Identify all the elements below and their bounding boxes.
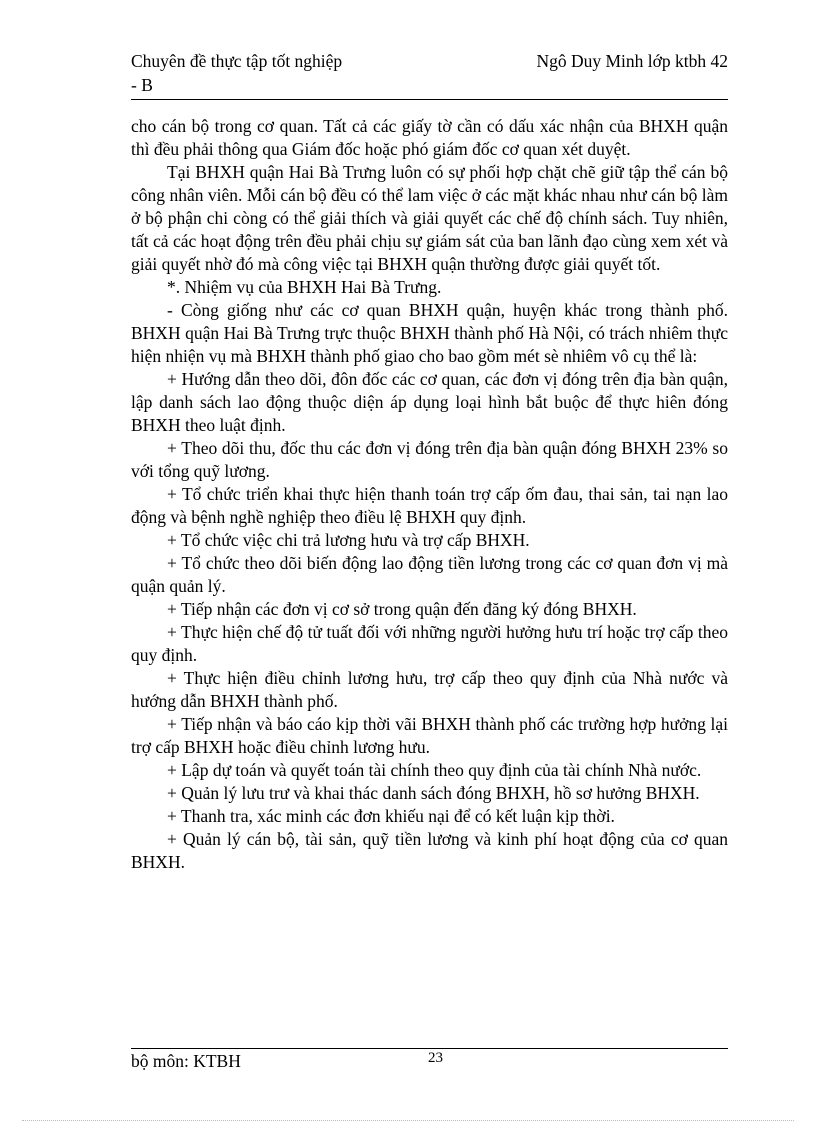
list-item: + Tổ chức triển khai thực hiện thanh toán trợ cấp ốm đau, thai sản, tai nạn lao động và bệnh nghề nghiệp theo điều lệ BHXH quy định. <box>131 484 728 527</box>
list-item: + Thực hiện điều chỉnh lương hưu, trợ cấp theo quy định của Nhà nước và hướng dẫn BHXH thành phố. <box>131 668 728 711</box>
document-body <box>131 115 728 874</box>
list-item: + Lập dự toán và quyết toán tài chính theo quy định của tài chính Nhà nước. <box>167 760 702 780</box>
list-item: + Tiếp nhận các đơn vị cơ sở trong quận đến đăng ký đóng BHXH. <box>167 599 637 619</box>
header-rule <box>131 99 728 100</box>
paragraph: - Còng giống như các cơ quan BHXH quận, huyện khác trong thành phố. BHXH quận Hai Bà Trưng trực thuộc BHXH thành phố Hà Nội, có trách nhiêm thực hiện nhiện vụ mà BHXH thành phố giao cho bao gồm mét sè nhiêm vô cụ thể là: <box>131 300 728 366</box>
footer-rule <box>131 1048 728 1049</box>
list-item: + Theo dõi thu, đốc thu các đơn vị đóng trên địa bàn quận đóng BHXH 23% so với tổng quỹ lương. <box>131 438 728 481</box>
list-item: + Quản lý cán bộ, tài sản, quỹ tiền lương và kinh phí hoạt động của cơ quan BHXH. <box>131 829 728 872</box>
footer-department: bộ môn: KTBH <box>131 1051 241 1071</box>
list-item: + Tổ chức theo dõi biến động lao động tiền lương trong các cơ quan đơn vị mà quận quản lý. <box>131 553 728 596</box>
list-item: + Thực hiện chế độ tử tuất đối với những người hưởng hưu trí hoặc trợ cấp theo quy định. <box>131 622 728 665</box>
paragraph: cho cán bộ trong cơ quan. Tất cả các giấy tờ cần có dấu xác nhận của BHXH quận thì đều phải thông qua Giám đốc hoặc phó giám đốc cơ quan xét duyệt. <box>131 116 728 159</box>
header-author: Ngô Duy Minh lớp ktbh 42 <box>536 51 728 71</box>
header-title: Chuyên đề thực tập tốt nghiệp <box>131 51 343 71</box>
list-item: + Tổ chức việc chi trả lương hưu và trợ cấp BHXH. <box>167 530 530 550</box>
page-edge-divider <box>22 1120 794 1121</box>
section-heading: *. Nhiệm vụ của BHXH Hai Bà Trưng. <box>167 277 442 297</box>
list-item: + Thanh tra, xác minh các đơn khiếu nại để có kết luận kịp thời. <box>167 806 615 826</box>
list-item: + Hướng dẫn theo dõi, đôn đốc các cơ quan, các đơn vị đóng trên địa bàn quận, lập danh sách lao động thuộc diện áp dụng loại hình bắt buộc để thực hiên đóng BHXH theo luật định. <box>131 369 728 435</box>
header-continuation: - B <box>131 75 153 95</box>
list-item: + Quản lý lưu trư và khai thác danh sách đóng BHXH, hồ sơ hưởng BHXH. <box>167 783 700 803</box>
paragraph: Tại BHXH quận Hai Bà Trưng luôn có sự phối hợp chặt chẽ giữ tập thể cán bộ công nhân viên. Mỗi cán bộ đều có thể lam việc ở các mặt khác nhau như cán bộ làm ở bộ phận chi còng có thể giải thích và giải quyết các chế độ chính sách. Tuy nhiên, tất cả các hoạt động trên đều phải chịu sự giám sát của ban lãnh đạo cùng xem xét và giải quyết nhờ đó mà công việc tại BHXH quận thường được giải quyết tốt. <box>131 162 728 274</box>
page-number: 23 <box>428 1050 443 1066</box>
list-item: + Tiếp nhận và báo cáo kịp thời vãi BHXH thành phố các trường hợp hưởng lại trợ cấp BHXH hoặc điều chỉnh lương hưu. <box>131 714 728 757</box>
